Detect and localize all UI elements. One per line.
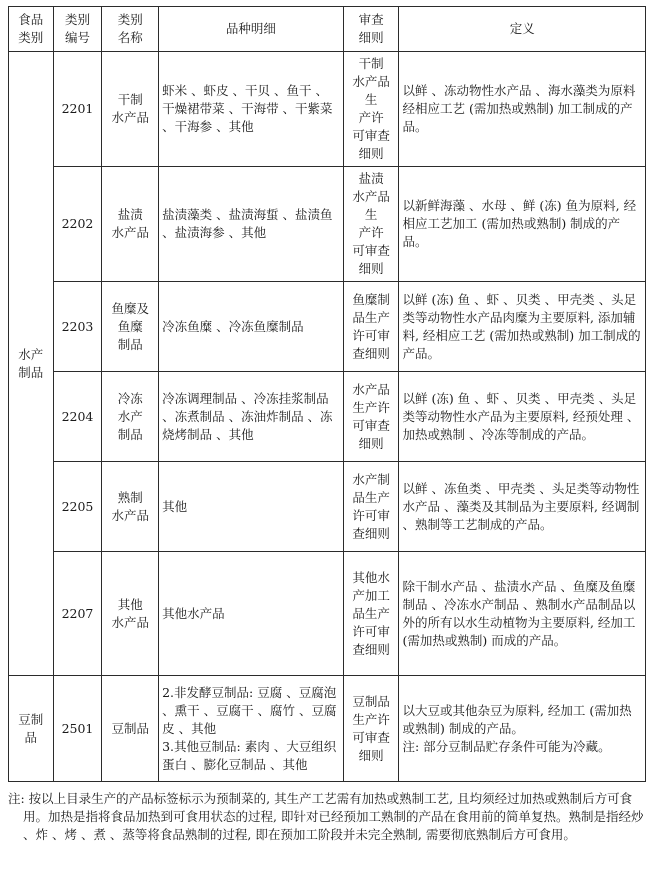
- category-name: 盐渍 水产品: [102, 167, 159, 282]
- variety-detail: 其他: [159, 462, 344, 552]
- table-row: [9, 676, 646, 782]
- category-code: 2501: [53, 676, 102, 782]
- definition: 以新鲜海藻 、水母 、鲜 (冻) 鱼为原料, 经相应工艺加工 (需加热或熟制) 制成的产品。: [399, 167, 646, 282]
- table-row: [9, 167, 646, 282]
- category-name: 干制 水产品: [102, 52, 159, 167]
- definition: 除干制水产品 、盐渍水产品 、鱼糜及鱼糜制品 、冷冻水产制品 、熟制水产品制品以外的所有以水生动植物为主要原料, 经加工 (需加热或熟制) 而成的产品。: [399, 552, 646, 676]
- header-variety-detail: 品种明细: [159, 7, 344, 52]
- category-name: 熟制 水产品: [102, 462, 159, 552]
- review-rule: 水产制 品生产 许可审 查细则: [343, 462, 399, 552]
- definition: 以大豆或其他杂豆为原料, 经加工 (需加热或熟制) 制成的产品。 注: 部分豆制品贮存条件可能为冷藏。: [399, 676, 646, 782]
- table-row: [9, 52, 646, 167]
- header-category-code: 类别 编号: [53, 7, 102, 52]
- category-code: 2205: [53, 462, 102, 552]
- header-definition: 定义: [399, 7, 646, 52]
- category-code: 2204: [53, 372, 102, 462]
- food-category-soy: 豆制 品: [9, 676, 54, 782]
- review-rule: 干制 水产品生 产许 可审查 细则: [343, 52, 399, 167]
- header-category-name: 类别 名称: [102, 7, 159, 52]
- category-code: 2207: [53, 552, 102, 676]
- review-rule: 鱼糜制 品生产 许可审 查细则: [343, 282, 399, 372]
- product-category-table: [8, 6, 646, 782]
- review-rule: 豆制品 生产许 可审查 细则: [343, 676, 399, 782]
- variety-detail: 冷冻鱼糜 、冷冻鱼糜制品: [159, 282, 344, 372]
- header-food-category: 食品 类别: [9, 7, 54, 52]
- variety-detail: 2.非发酵豆制品: 豆腐 、豆腐泡 、熏干 、豆腐干 、腐竹 、豆腐皮 、其他 3.其他豆制品: 素肉 、大豆组织蛋白 、膨化豆制品 、其他: [159, 676, 344, 782]
- food-category-aquatic: 水产 制品: [9, 52, 54, 676]
- review-rule: 水产品 生产许 可审查 细则: [343, 372, 399, 462]
- review-rule: 盐渍 水产品生 产许 可审查 细则: [343, 167, 399, 282]
- category-code: 2201: [53, 52, 102, 167]
- category-name: 豆制品: [102, 676, 159, 782]
- category-code: 2202: [53, 167, 102, 282]
- variety-detail: 虾米 、虾皮 、干贝 、鱼干 、干燥裙带菜 、干海带 、干紫菜 、干海参 、其他: [159, 52, 344, 167]
- definition: 以鲜 、冻鱼类 、甲壳类 、头足类等动物性水产品 、藻类及其制品为主要原料, 经调制 、熟制等工艺制成的产品。: [399, 462, 646, 552]
- definition: 以鲜 (冻) 鱼 、虾 、贝类 、甲壳类 、头足类等动物性水产品为主要原料, 经预处理 、加热或熟制 、冷冻等制成的产品。: [399, 372, 646, 462]
- category-name: 鱼糜及 鱼糜 制品: [102, 282, 159, 372]
- table-row: [9, 372, 646, 462]
- header-review-rules: 审查 细则: [343, 7, 399, 52]
- footnote: 注: 按以上目录生产的产品标签标示为预制菜的, 其生产工艺需有加热或熟制工艺, 且均须经过加热或熟制后方可食用。加热是指将食品加热到可食用状态的过程, 即针对已经预加工熟制的产品在食用前的简单复热。熟制是指经炒 、炸 、烤 、煮 、蒸等将食品熟制的过程, 即在预加工阶段并未完全熟制, 需要彻底熟制后方可食用。: [8, 791, 644, 842]
- header-row: [9, 7, 646, 52]
- variety-detail: 盐渍藻类 、盐渍海蜇 、盐渍鱼 、盐渍海参 、其他: [159, 167, 344, 282]
- variety-detail: 其他水产品: [159, 552, 344, 676]
- category-code: 2203: [53, 282, 102, 372]
- table-row: [9, 462, 646, 552]
- table-row: [9, 552, 646, 676]
- table-row: [9, 282, 646, 372]
- category-name: 其他 水产品: [102, 552, 159, 676]
- definition: 以鲜 (冻) 鱼 、虾 、贝类 、甲壳类 、头足类等动物性水产品肉糜为主要原料, 添加辅料, 经相应工艺 (需加热或熟制) 加工制成的产品。: [399, 282, 646, 372]
- variety-detail: 冷冻调理制品 、冷冻挂浆制品 、冻煮制品 、冻油炸制品 、冻烧烤制品 、其他: [159, 372, 344, 462]
- category-name: 冷冻 水产 制品: [102, 372, 159, 462]
- review-rule: 其他水 产加工 品生产 许可审 查细则: [343, 552, 399, 676]
- definition: 以鲜 、冻动物性水产品 、海水藻类为原料经相应工艺 (需加热或熟制) 加工制成的产品。: [399, 52, 646, 167]
